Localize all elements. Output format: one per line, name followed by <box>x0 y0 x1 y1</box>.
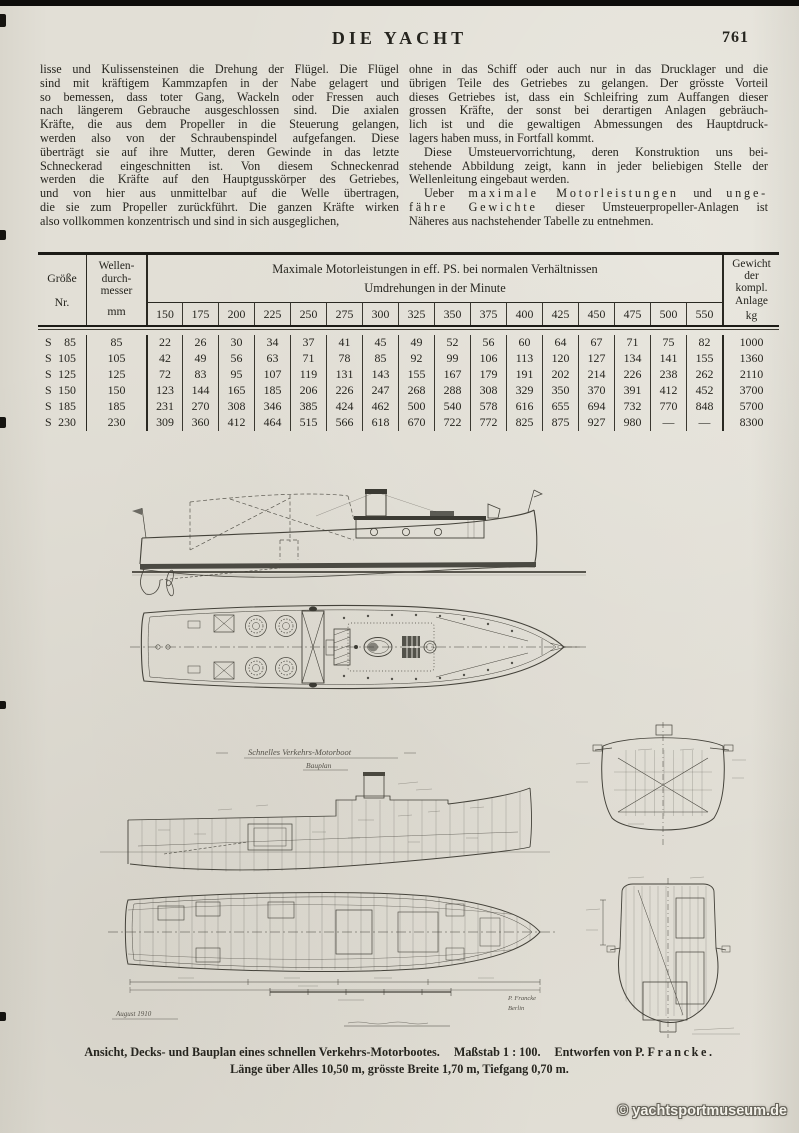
cell-leistung-ps: 113 <box>506 351 542 367</box>
cell-leistung-ps: 120 <box>542 351 578 367</box>
cell-wellendurchmesser: 105 <box>86 351 146 367</box>
scan-edge-top <box>0 0 799 6</box>
cell-leistung-ps: 22 <box>146 335 182 351</box>
cell-leistung-ps: 848 <box>686 399 722 415</box>
text-line: Schneckerad eingeschnitten ist. Von diesem Schneckenrad <box>40 158 399 173</box>
cell-gewicht-kg: 2110 <box>722 367 779 383</box>
boat-construction-plan-drawing <box>98 720 792 1042</box>
cell-leistung-ps: 56 <box>218 351 254 367</box>
rpm-column-header: 425 <box>542 302 578 325</box>
text-line: die sie zum Propeller zurückführt. Die ganzen Kräfte wirken <box>40 199 399 214</box>
text-line: überträgt sie auf ihre Mutter, deren Gewinde in das letzte <box>40 144 399 159</box>
cell-leistung-ps: 78 <box>326 351 362 367</box>
cell-leistung-ps: 540 <box>434 399 470 415</box>
rpm-column-header: 475 <box>614 302 650 325</box>
text-line: Näheres aus nachstehender Tabelle zu entnehmen. <box>409 213 654 228</box>
cell-leistung-ps: 143 <box>362 367 398 383</box>
cell-leistung-ps: 202 <box>542 367 578 383</box>
cell-leistung-ps: 42 <box>146 351 182 367</box>
cell-leistung-ps: 71 <box>290 351 326 367</box>
cell-leistung-ps: 123 <box>146 383 182 399</box>
scan-artifact <box>0 1012 6 1021</box>
text-line: stehende Abbildung zeigt, kann in jeder beliebigen Stelle der <box>409 158 768 173</box>
cell-leistung-ps: 732 <box>614 399 650 415</box>
boat-side-view-drawing <box>130 482 588 602</box>
text-line: sind mit kräftigem Kammzapfen in der Nabe gelagert und <box>40 75 399 90</box>
col-header-groesse-nr: Größe Nr. <box>47 270 77 309</box>
cell-leistung-ps: 85 <box>362 351 398 367</box>
cell-leistung-ps: 412 <box>218 415 254 431</box>
svg-text:P. Francke: P. Francke <box>508 995 537 1002</box>
cell-leistung-ps: 655 <box>542 399 578 415</box>
cell-gewicht-kg: 5700 <box>722 399 779 415</box>
text-line: so bemessen, dass toter Gang, Wackeln oder Fressen auch <box>40 89 399 104</box>
cell-leistung-ps: 825 <box>506 415 542 431</box>
cell-leistung-ps: 268 <box>398 383 434 399</box>
cell-leistung-ps: 329 <box>506 383 542 399</box>
col-header-wellendurchmesser: Wellen- durch- messer mm <box>86 255 146 325</box>
cell-leistung-ps: 288 <box>434 383 470 399</box>
cell-leistung-ps: — <box>686 415 722 431</box>
cell-leistung-ps: 45 <box>362 335 398 351</box>
text-line: und von hier aus unmittelbar auf die Welle übertragen, <box>40 186 399 201</box>
rpm-column-header: 500 <box>650 302 686 325</box>
cell-leistung-ps: 247 <box>362 383 398 399</box>
table-header <box>38 255 779 327</box>
cell-leistung-ps: 424 <box>326 399 362 415</box>
cell-leistung-ps: 618 <box>362 415 398 431</box>
rpm-column-header: 200 <box>218 302 254 325</box>
article-left-column <box>40 63 399 229</box>
text-line: Kräfte, die aus dem Propeller in die Steuerung gelangen, <box>40 117 399 132</box>
text-line: werden also von der Schraubenspindel aufgefangen. Diese <box>40 130 399 145</box>
cell-leistung-ps: 191 <box>506 367 542 383</box>
cell-leistung-ps: 238 <box>650 367 686 383</box>
cell-leistung-ps: 72 <box>146 367 182 383</box>
cell-wellendurchmesser: 230 <box>86 415 146 431</box>
cell-leistung-ps: 226 <box>326 383 362 399</box>
cell-leistung-ps: 92 <box>398 351 434 367</box>
cell-leistung-ps: 155 <box>398 367 434 383</box>
cell-gewicht-kg: 3700 <box>722 383 779 399</box>
cell-leistung-ps: 185 <box>254 383 290 399</box>
svg-text:Schnelles Verkehrs-Motorboot: Schnelles Verkehrs-Motorboot <box>248 747 352 757</box>
cell-leistung-ps: 270 <box>182 399 218 415</box>
cell-leistung-ps: 64 <box>542 335 578 351</box>
text-line: nach längerem Gebrauche ausgeschlossen sind. Die axialen <box>40 103 399 118</box>
cell-leistung-ps: 308 <box>470 383 506 399</box>
cell-leistung-ps: 226 <box>614 367 650 383</box>
svg-text:Berlin: Berlin <box>508 1005 525 1012</box>
cell-leistung-ps: 165 <box>218 383 254 399</box>
rpm-column-header: 350 <box>434 302 470 325</box>
cell-leistung-ps: 134 <box>614 351 650 367</box>
figure-caption <box>0 1044 799 1078</box>
scan-artifact <box>0 417 6 428</box>
cell-leistung-ps: 214 <box>578 367 614 383</box>
cell-leistung-ps: — <box>650 415 686 431</box>
cell-leistung-ps: 670 <box>398 415 434 431</box>
cell-leistung-ps: 980 <box>614 415 650 431</box>
cell-leistung-ps: 578 <box>470 399 506 415</box>
cell-gewicht-kg: 1000 <box>722 335 779 351</box>
cell-leistung-ps: 464 <box>254 415 290 431</box>
cell-gewicht-kg: 1360 <box>722 351 779 367</box>
figure-caption-line2: Länge über Alles 10,50 m, grösste Breite 1,70 m, Tiefgang 0,70 m. <box>230 1062 569 1076</box>
cell-gewicht-kg: 8300 <box>722 415 779 431</box>
cell-leistung-ps: 49 <box>398 335 434 351</box>
scan-artifact <box>0 701 6 709</box>
cell-leistung-ps: 875 <box>542 415 578 431</box>
table-body <box>38 329 779 437</box>
page-number: 761 <box>722 29 749 46</box>
col-header-motorleistungen: Maximale Motorleistungen in eff. PS. bei normalen Verhältnissen Umdrehungen in der Minute <box>146 255 722 302</box>
cell-groesse-nr: S 150 <box>45 383 76 397</box>
cell-groesse-nr: S 125 <box>45 367 76 381</box>
cell-leistung-ps: 694 <box>578 399 614 415</box>
cell-leistung-ps: 37 <box>290 335 326 351</box>
cell-leistung-ps: 167 <box>434 367 470 383</box>
rpm-column-header: 225 <box>254 302 290 325</box>
cell-leistung-ps: 462 <box>362 399 398 415</box>
cell-wellendurchmesser: 185 <box>86 399 146 415</box>
cell-leistung-ps: 722 <box>434 415 470 431</box>
cell-leistung-ps: 67 <box>578 335 614 351</box>
rpm-column-header: 375 <box>470 302 506 325</box>
cell-wellendurchmesser: 125 <box>86 367 146 383</box>
cell-leistung-ps: 60 <box>506 335 542 351</box>
cell-leistung-ps: 141 <box>650 351 686 367</box>
text-line: werden die Kräfte auf den Hauptgusskörper des Getriebes, <box>40 172 399 187</box>
rpm-column-header: 175 <box>182 302 218 325</box>
text-line: fähre Gewichte dieser Umsteuerpropeller-Anlagen ist <box>409 199 768 214</box>
text-line: Wellenleitung eingebaut werden. <box>409 172 570 187</box>
svg-text:Bauplan: Bauplan <box>306 761 332 770</box>
cell-wellendurchmesser: 150 <box>86 383 146 399</box>
cell-leistung-ps: 360 <box>182 415 218 431</box>
cell-leistung-ps: 155 <box>686 351 722 367</box>
cell-groesse-nr: S 105 <box>45 351 76 365</box>
cell-leistung-ps: 119 <box>290 367 326 383</box>
text-line: lagers haben muss, in Fortfall kommt. <box>409 130 595 145</box>
article-right-column <box>409 63 768 229</box>
rpm-column-header: 325 <box>398 302 434 325</box>
cell-leistung-ps: 52 <box>434 335 470 351</box>
cell-leistung-ps: 566 <box>326 415 362 431</box>
boat-deck-plan-drawing <box>130 599 588 696</box>
rpm-column-header: 450 <box>578 302 614 325</box>
cell-leistung-ps: 83 <box>182 367 218 383</box>
scan-artifact <box>0 14 6 27</box>
cell-leistung-ps: 63 <box>254 351 290 367</box>
cell-leistung-ps: 772 <box>470 415 506 431</box>
text-line: dieses Getriebes ist, dass ein Schleifring zum Auffangen dieser <box>409 89 768 104</box>
cell-leistung-ps: 30 <box>218 335 254 351</box>
rpm-column-header: 400 <box>506 302 542 325</box>
text-line: ohne in das Schiff oder auch nur in das Drucklager und die <box>409 62 768 76</box>
svg-text:August 1910: August 1910 <box>116 1010 152 1018</box>
cell-leistung-ps: 179 <box>470 367 506 383</box>
col-header-gewicht: Gewicht der kompl. Anlage kg <box>722 255 779 325</box>
cell-wellendurchmesser: 85 <box>86 335 146 351</box>
cell-leistung-ps: 927 <box>578 415 614 431</box>
cell-leistung-ps: 26 <box>182 335 218 351</box>
cell-leistung-ps: 107 <box>254 367 290 383</box>
cell-leistung-ps: 71 <box>614 335 650 351</box>
cell-leistung-ps: 452 <box>686 383 722 399</box>
cell-leistung-ps: 127 <box>578 351 614 367</box>
cell-leistung-ps: 309 <box>146 415 182 431</box>
cell-leistung-ps: 144 <box>182 383 218 399</box>
page-title: DIE YACHT <box>331 28 468 48</box>
cell-leistung-ps: 231 <box>146 399 182 415</box>
cell-leistung-ps: 391 <box>614 383 650 399</box>
cell-leistung-ps: 41 <box>326 335 362 351</box>
cell-leistung-ps: 131 <box>326 367 362 383</box>
text-line: grossen Kräfte, der sonst bei derartigen Anlagen gebräuch- <box>409 103 768 118</box>
cell-leistung-ps: 34 <box>254 335 290 351</box>
cell-groesse-nr: S 185 <box>45 399 76 413</box>
cell-leistung-ps: 262 <box>686 367 722 383</box>
cell-leistung-ps: 49 <box>182 351 218 367</box>
watermark: © yachtsportmuseum.de <box>617 1103 787 1119</box>
text-line: übrigen Teile des Getriebes zu gelangen. Der grösste Vorteil <box>409 75 768 90</box>
text-line: lisse und Kulissensteinen die Drehung der Flügel. Die Flügel <box>40 62 399 76</box>
rpm-column-header: 275 <box>326 302 362 325</box>
text-line: also vollkommen konzentrisch und sind in sich ausgeglichen, <box>40 213 340 228</box>
rpm-column-header: 300 <box>362 302 398 325</box>
cell-leistung-ps: 75 <box>650 335 686 351</box>
cell-leistung-ps: 385 <box>290 399 326 415</box>
cell-leistung-ps: 370 <box>578 383 614 399</box>
motor-performance-table <box>38 252 779 437</box>
scan-artifact <box>0 230 6 240</box>
cell-leistung-ps: 515 <box>290 415 326 431</box>
cell-leistung-ps: 500 <box>398 399 434 415</box>
figure-caption-line1: Ansicht, Decks- und Bauplan eines schnellen Verkehrs-Motorbootes. Maßstab 1 : 100. Entworfen von P. Francke. <box>84 1045 715 1059</box>
rpm-column-header: 250 <box>290 302 326 325</box>
cell-leistung-ps: 346 <box>254 399 290 415</box>
cell-leistung-ps: 308 <box>218 399 254 415</box>
cell-leistung-ps: 99 <box>434 351 470 367</box>
rpm-column-header: 550 <box>686 302 722 325</box>
cell-groesse-nr: S 230 <box>45 415 76 429</box>
text-line: Diese Umsteuervorrichtung, deren Konstruktion uns bei- <box>424 144 768 159</box>
cell-leistung-ps: 770 <box>650 399 686 415</box>
cell-leistung-ps: 106 <box>470 351 506 367</box>
text-line: lich ist und die gewaltigen Abmessungen des Hauptdruck- <box>409 117 768 132</box>
cell-leistung-ps: 206 <box>290 383 326 399</box>
cell-groesse-nr: S 85 <box>45 335 76 349</box>
cell-leistung-ps: 82 <box>686 335 722 351</box>
cell-leistung-ps: 95 <box>218 367 254 383</box>
cell-leistung-ps: 412 <box>650 383 686 399</box>
cell-leistung-ps: 616 <box>506 399 542 415</box>
cell-leistung-ps: 350 <box>542 383 578 399</box>
text-line: Ueber maximale Motorleistungen und unge- <box>424 186 769 201</box>
article-columns <box>40 63 768 229</box>
cell-leistung-ps: 56 <box>470 335 506 351</box>
rpm-column-header: 150 <box>146 302 182 325</box>
